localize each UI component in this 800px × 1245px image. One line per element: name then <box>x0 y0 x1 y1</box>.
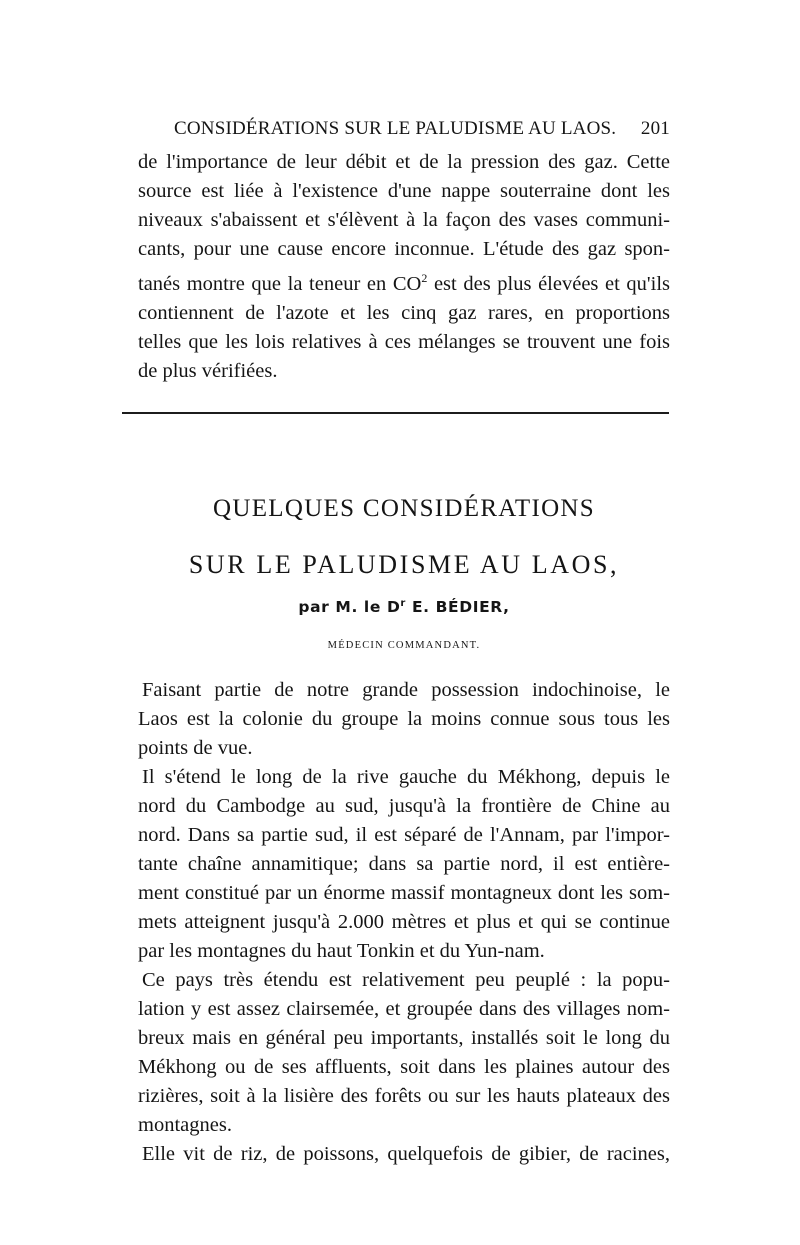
text-line: source est liée à l'existence d'une nappe souterraine dont les <box>138 180 670 202</box>
paragraph <box>138 1140 670 1169</box>
page <box>138 118 670 1165</box>
article-title-line-1: QUELQUES CONSIDÉRATIONS <box>213 495 595 522</box>
author-name: E. BÉDIER, <box>405 598 510 617</box>
subscript-2: 2 <box>421 271 428 285</box>
article-body <box>138 676 670 1169</box>
text-line: Il s'étend le long de la rive gauche du Mékhong, depuis le <box>142 766 670 788</box>
intro-paragraph <box>138 148 670 386</box>
text-line: rizières, soit à la lisière des forêts ou sur les hauts plateaux des <box>138 1085 670 1107</box>
author-rank: MÉDECIN COMMANDANT. <box>327 640 481 651</box>
text-line: mets atteignent jusqu'à 2.000 mètres et plus et qui se continue <box>138 911 670 933</box>
running-header <box>138 118 670 148</box>
text-line: lation y est assez clairsemée, et groupée dans des villages nom- <box>138 998 670 1020</box>
text-line: cants, pour une cause encore inconnue. L'étude des gaz spon- <box>138 238 670 260</box>
section-divider <box>122 412 669 414</box>
text-line: tante chaîne annamitique; dans sa partie nord, il est entière- <box>138 853 670 875</box>
text-line: montagnes. <box>138 1114 232 1136</box>
text-line: de l'importance de leur débit et de la pression des gaz. Cette <box>138 151 670 173</box>
text-fragment: tanés montre que la teneur en CO <box>138 272 422 295</box>
text-line: nord du Cambodge au sud, jusqu'à la frontière de Chine au <box>138 795 670 817</box>
text-line: points de vue. <box>138 737 253 759</box>
paragraph <box>138 763 670 966</box>
running-title: CONSIDÉRATIONS SUR LE PALUDISME AU LAOS. <box>174 118 617 139</box>
paragraph <box>138 676 670 763</box>
text-line: niveaux s'abaissent et s'élèvent à la façon des vases communi- <box>138 209 670 231</box>
author-prefix: par M. le D <box>298 598 401 617</box>
paragraph <box>138 966 670 1140</box>
text-fragment: est des plus élevées et qu'ils <box>427 272 670 295</box>
author-sup: r <box>400 598 406 609</box>
page-number: 201 <box>640 118 670 139</box>
article-title-line-2: SUR LE PALUDISME AU LAOS, <box>188 550 620 579</box>
article-author <box>138 598 670 616</box>
text-line: Mékhong ou de ses affluents, soit dans les plaines autour des <box>138 1056 670 1078</box>
text-line: contiennent de l'azote et les cinq gaz rares, en proportions <box>138 301 670 324</box>
text-line: ment constitué par un énorme massif montagneux dont les som- <box>138 882 670 904</box>
text-line: de plus vérifiées. <box>138 359 278 382</box>
text-line: Elle vit de riz, de poissons, quelquefois de gibier, de racines, <box>142 1143 670 1165</box>
text-line-co2 <box>138 264 670 299</box>
text-line: nord. Dans sa partie sud, il est séparé de l'Annam, par l'impor- <box>138 824 670 846</box>
text-line: telles que les lois relatives à ces mélanges se trouvent une fois <box>138 330 670 353</box>
text-line: Ce pays très étendu est relativement peu peuplé : la popu- <box>142 969 670 991</box>
text-line: breux mais en général peu importants, installés soit le long du <box>138 1027 670 1049</box>
text-line: Laos est la colonie du groupe la moins connue sous tous les <box>138 708 670 730</box>
text-line: Faisant partie de notre grande possession indochinoise, le <box>142 679 670 701</box>
text-line: par les montagnes du haut Tonkin et du Yun-nam. <box>138 940 545 962</box>
